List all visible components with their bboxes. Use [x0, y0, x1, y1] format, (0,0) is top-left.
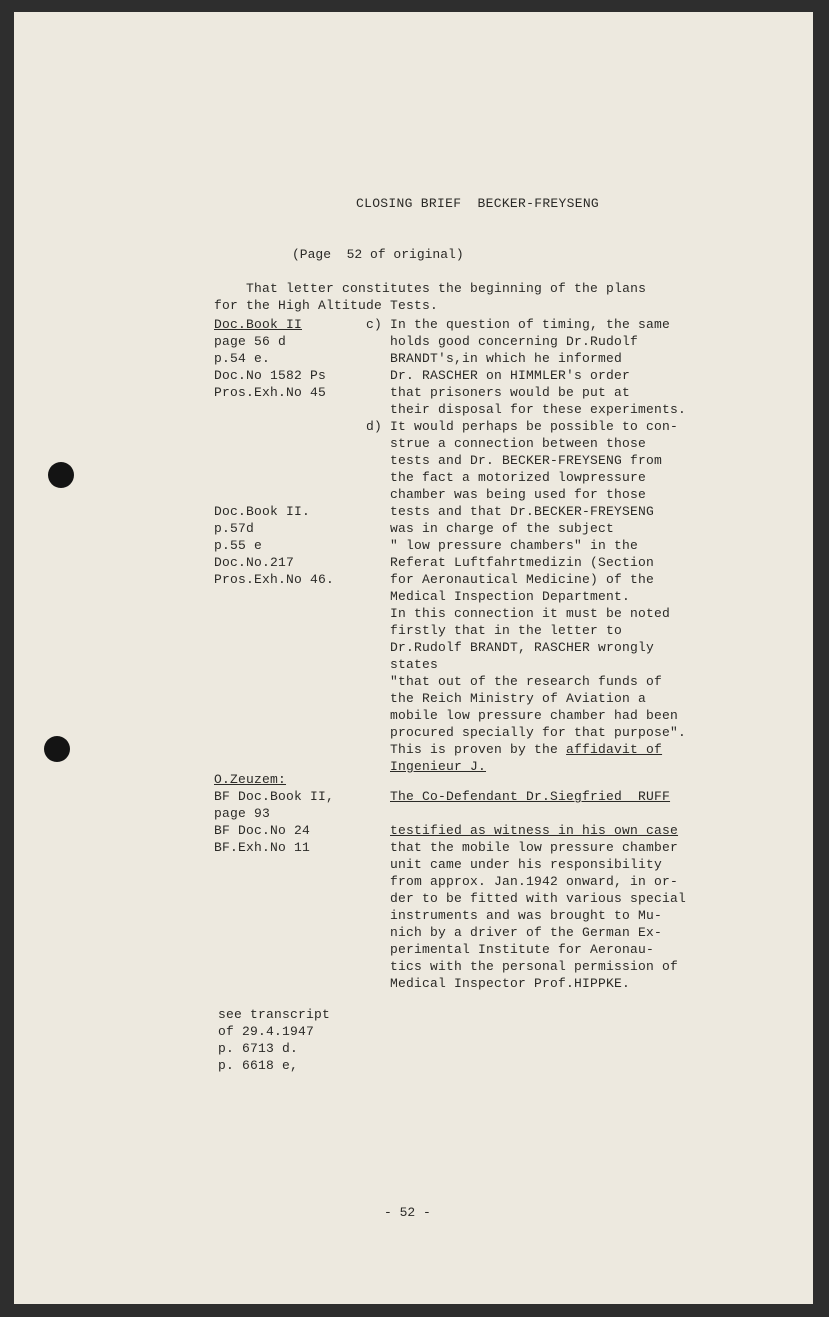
body-line: nich by a driver of the German Ex-: [390, 925, 663, 940]
margin-line: BF Doc.No 24: [214, 823, 311, 838]
body-line: In this connection it must be noted: [366, 606, 671, 621]
intro-line: for the High Altitude Tests.: [214, 298, 439, 313]
affidavit-reference: affidavit of: [566, 742, 663, 757]
body-line: tics with the personal permission of: [390, 959, 679, 974]
margin-line: p. 6713 d.: [218, 1041, 299, 1056]
margin-line: page 93: [214, 806, 271, 821]
margin-line: Doc.No.217: [214, 555, 295, 570]
body-line: Medical Inspection Department.: [366, 589, 631, 604]
body-line: "that out of the research funds of: [366, 674, 663, 689]
body-line: was in charge of the subject: [366, 521, 615, 536]
body-line: unit came under his responsibility: [390, 857, 663, 872]
margin-heading: Doc.Book II: [214, 317, 303, 332]
margin-line: see transcript: [218, 1007, 331, 1022]
testimony-lead: testified as witness in his own case: [390, 823, 679, 838]
body-line: firstly that in the letter to: [366, 623, 623, 638]
body-line: the Reich Ministry of Aviation a: [366, 691, 647, 706]
body-line: for Aeronautical Medicine) of the: [366, 572, 655, 587]
body-line: der to be fitted with various special: [390, 891, 687, 906]
body-line: strue a connection between those: [366, 436, 647, 451]
punch-hole: [44, 736, 70, 762]
body-line: instruments and was brought to Mu-: [390, 908, 663, 923]
section-heading: The Co-Defendant Dr.Siegfried RUFF: [390, 789, 671, 804]
margin-line: BF Doc.Book II,: [214, 789, 335, 804]
margin-line: Doc.No 1582 Ps: [214, 368, 327, 383]
body-line: Dr. RASCHER on HIMMLER's order: [366, 368, 631, 383]
body-line: the fact a motorized lowpressure: [366, 470, 647, 485]
body-line: Referat Luftfahrtmedizin (Section: [366, 555, 655, 570]
body-line: tests and Dr. BECKER-FREYSENG from: [366, 453, 663, 468]
body-line: BRANDT's,in which he informed: [366, 351, 623, 366]
margin-line: p.55 e: [214, 538, 263, 553]
body-line: " low pressure chambers" in the: [366, 538, 639, 553]
page-reference: (Page 52 of original): [292, 247, 464, 262]
body-line: their disposal for these experiments.: [366, 402, 687, 417]
body-line: [366, 741, 662, 758]
body-line: tests and that Dr.BECKER-FREYSENG: [366, 504, 655, 519]
margin-heading: O.Zeuzem:: [214, 772, 287, 787]
body-line: Medical Inspector Prof.HIPPKE.: [390, 976, 631, 991]
margin-line: p.57d: [214, 521, 255, 536]
body-line: that the mobile low pressure chamber: [390, 840, 679, 855]
body-line: Dr.Rudolf BRANDT, RASCHER wrongly: [366, 640, 655, 655]
body-line: chamber was being used for those: [366, 487, 647, 502]
affidavit-reference: Ingenieur J.: [390, 759, 487, 774]
margin-line: p. 6618 e,: [218, 1058, 299, 1073]
margin-line: p.54 e.: [214, 351, 271, 366]
body-line: states: [366, 657, 439, 672]
body-line: mobile low pressure chamber had been: [366, 708, 679, 723]
page-number: - 52 -: [384, 1205, 431, 1220]
body-line: from approx. Jan.1942 onward, in or-: [390, 874, 679, 889]
body-line: holds good concerning Dr.Rudolf: [366, 334, 639, 349]
margin-line: page 56 d: [214, 334, 287, 349]
margin-line: Pros.Exh.No 45: [214, 385, 327, 400]
intro-line: That letter constitutes the beginning of the plans: [214, 281, 647, 296]
proven-prefix: This is proven by the: [366, 742, 567, 757]
margin-line: Pros.Exh.No 46.: [214, 572, 335, 587]
body-line: c) In the question of timing, the same: [366, 317, 671, 332]
margin-line: Doc.Book II.: [214, 504, 311, 519]
document-title: CLOSING BRIEF BECKER-FREYSENG: [356, 196, 600, 211]
punch-hole: [48, 462, 74, 488]
margin-line: of 29.4.1947: [218, 1024, 315, 1039]
body-line: procured specially for that purpose".: [366, 725, 687, 740]
body-line: d) It would perhaps be possible to con-: [366, 419, 679, 434]
body-line: perimental Institute for Aeronau-: [390, 942, 655, 957]
margin-line: BF.Exh.No 11: [214, 840, 311, 855]
body-line: that prisoners would be put at: [366, 385, 631, 400]
